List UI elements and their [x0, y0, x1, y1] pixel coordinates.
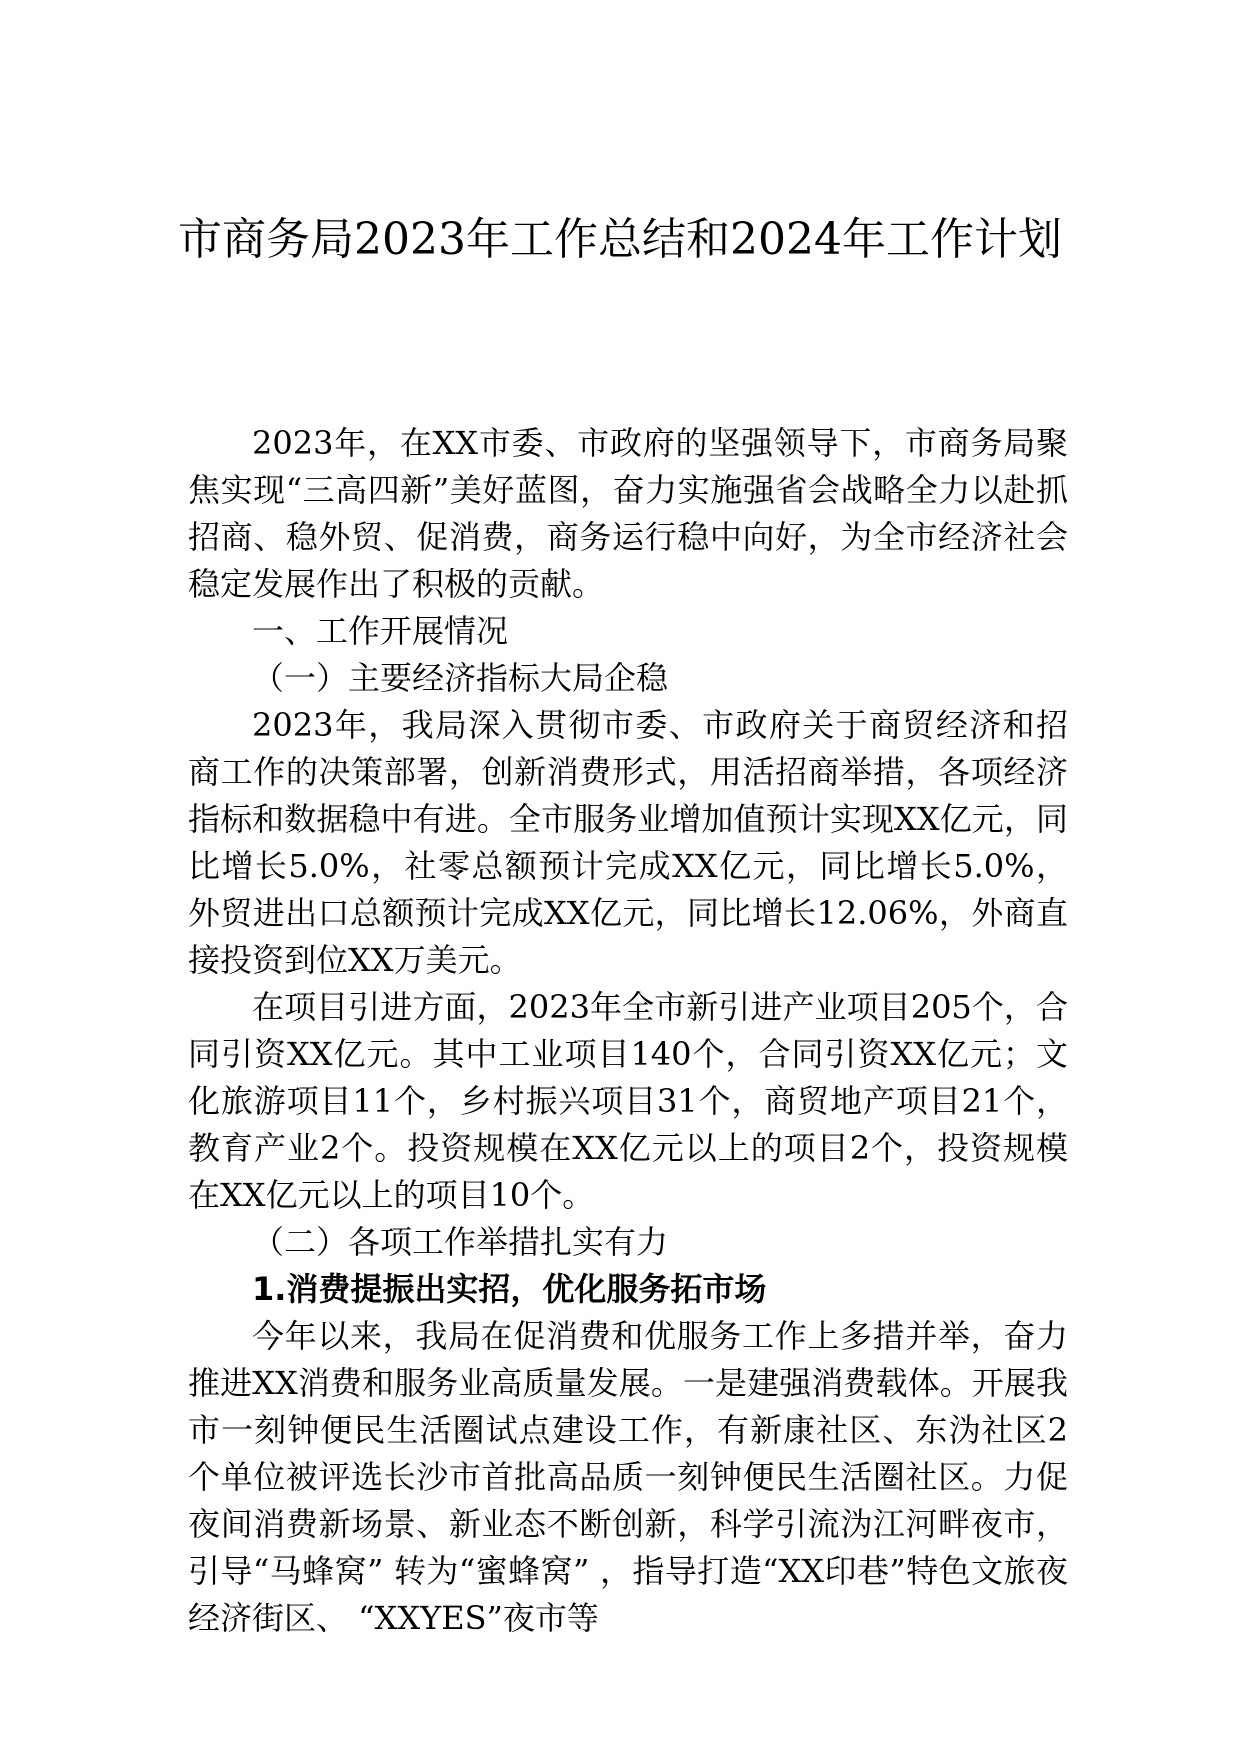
paragraph-intro: 2023年，在XX市委、市政府的坚强领导下，市商务局聚焦实现“三高四新”美好蓝图，奋力实施强省会战略全力以赴抓招商、稳外贸、促消费，商务运行稳中向好，为全市经济社会稳定发展作出了积极的贡献。 [188, 424, 1068, 603]
subsection-heading-economic-indicators: （一）主要经济指标大局企稳 [252, 659, 669, 697]
paragraph-economic-indicators: 2023年，我局深入贯彻市委、市政府关于商贸经济和招商工作的决策部署，创新消费形式，用活招商举措，各项经济指标和数据稳中有进。全市服务业增加值预计实现XX亿元，同比增长5.0%，社零总额预计完成XX亿元，同比增长5.0%，外贸进出口总额预计完成XX亿元，同比增长12.06%，外商直接投资到位XX万美元。 [188, 706, 1068, 979]
document-body [188, 420, 1068, 1642]
document-title: 市商务局2023年工作总结和2024年工作计划 [178, 214, 1062, 265]
paragraph-project-introduction: 在项目引进方面，2023年全市新引进产业项目205个，合同引资XX亿元。其中工业项目140个，合同引资XX亿元；文化旅游项目11个，乡村振兴项目31个，商贸地产项目21个，教育产业2个。投资规模在XX亿元以上的项目2个，投资规模在XX亿元以上的项目10个。 [188, 988, 1068, 1214]
subsection-heading-work-measures: （二）各项工作举措扎实有力 [252, 1223, 669, 1261]
paragraph-consumption: 今年以来，我局在促消费和优服务工作上多措并举，奋力推进XX消费和服务业高质量发展。一是建强消费载体。开展我市一刻钟便民生活圈试点建设工作，有新康社区、东沩社区2个单位被评选长沙市首批高品质一刻钟便民生活圈社区。力促夜间消费新场景、新业态不断创新，科学引流沩江河畔夜市，引导“马蜂窝” 转为“蜜蜂窝” ，指导打造“XX印巷”特色文旅夜经济街区、 “XXYES”夜市等 [188, 1317, 1068, 1637]
section-heading-work-status: 一、工作开展情况 [252, 612, 509, 650]
item-heading-consumption: 1.消费提振出实招，优化服务拓市场 [252, 1270, 767, 1308]
